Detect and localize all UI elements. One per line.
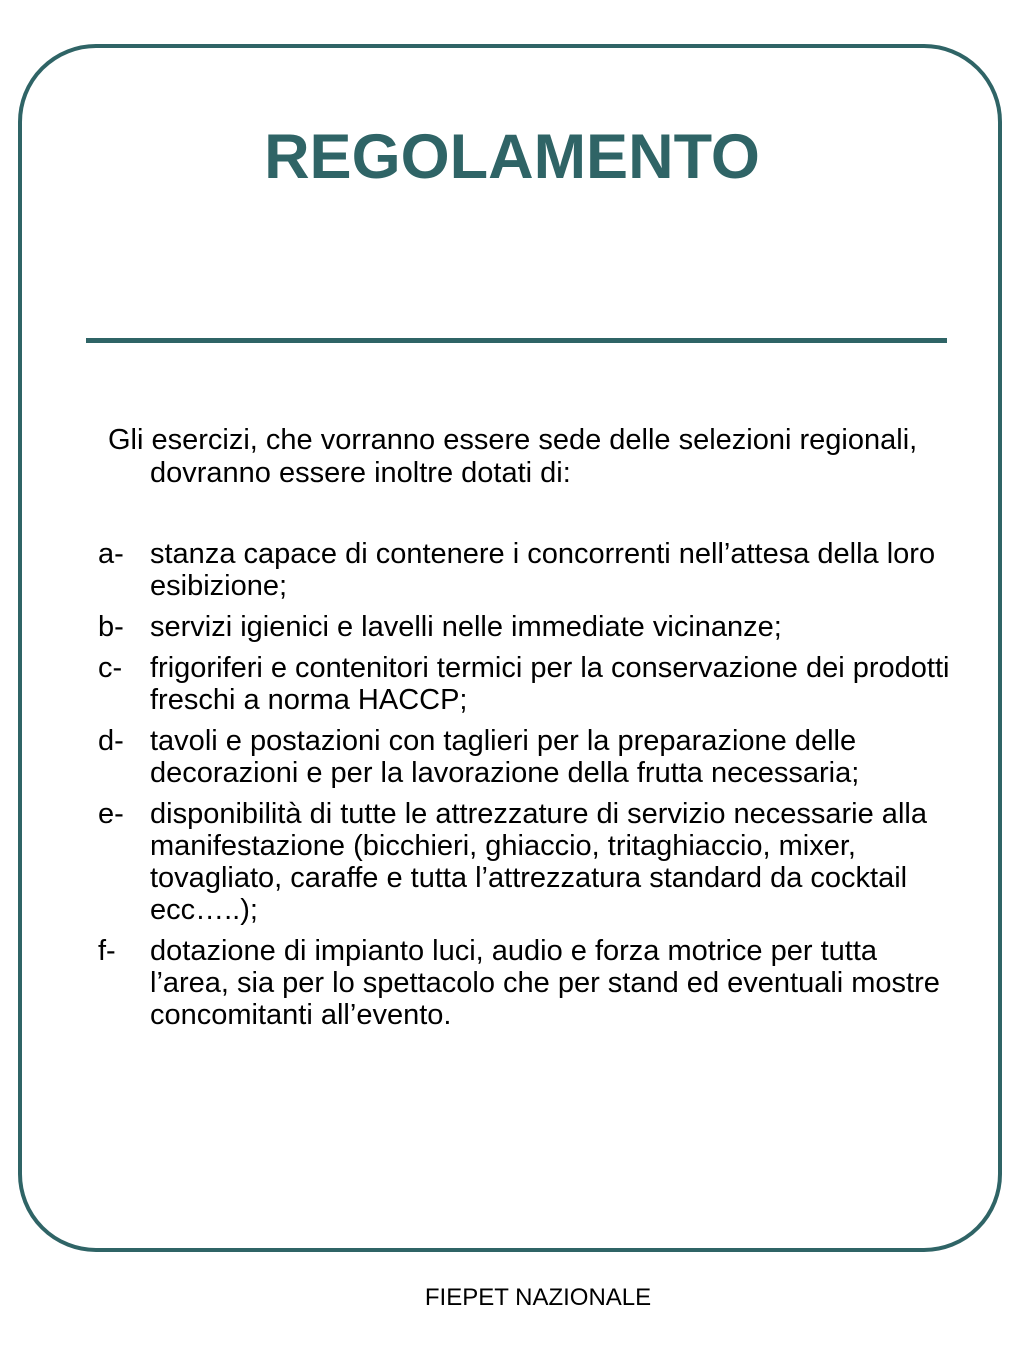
list-item [98, 538, 958, 602]
list-item-marker: c- [98, 652, 123, 684]
list-item-text: frigoriferi e contenitori termici per la conservazione dei prodotti freschi a norma HACCP; [150, 652, 950, 716]
list-item-marker: b- [98, 611, 124, 643]
list-item-marker: e- [98, 798, 124, 830]
list-item-text: dotazione di impianto luci, audio e forza motrice per tutta l’area, sia per lo spettacolo che per stand ed eventuali mostre concomitanti all’evento. [150, 935, 940, 1031]
page-title: REGOLAMENTO [264, 122, 760, 192]
list-item-marker: f- [98, 935, 116, 967]
title-divider [86, 338, 947, 343]
list-item [98, 611, 958, 643]
list-item [98, 725, 958, 789]
list-item [98, 935, 958, 1031]
list-item-text: stanza capace di contenere i concorrenti nell’attesa della loro esibizione; [150, 538, 936, 602]
list-item-marker: d- [98, 725, 124, 757]
list-item-text: servizi igienici e lavelli nelle immediate vicinanze; [150, 611, 782, 643]
list-item-text: tavoli e postazioni con taglieri per la preparazione delle decorazioni e per la lavorazione della frutta necessaria; [150, 725, 860, 789]
intro-paragraph: Gli esercizi, che vorranno essere sede delle selezioni regionali, dovranno essere inoltre dotati di: [108, 424, 918, 489]
list-item-marker: a- [98, 538, 124, 570]
list-item-text: disponibilità di tutte le attrezzature di servizio necessarie alla manifestazione (bicchieri, ghiaccio, tritaghiaccio, mixer, tovagliato, caraffe e tutta l’attrezzatura standard da cocktail ecc…..); [150, 798, 927, 926]
list-item [98, 798, 958, 926]
requirements-list [98, 538, 958, 1040]
footer-label: FIEPET NAZIONALE [424, 1284, 652, 1311]
list-item [98, 652, 958, 716]
